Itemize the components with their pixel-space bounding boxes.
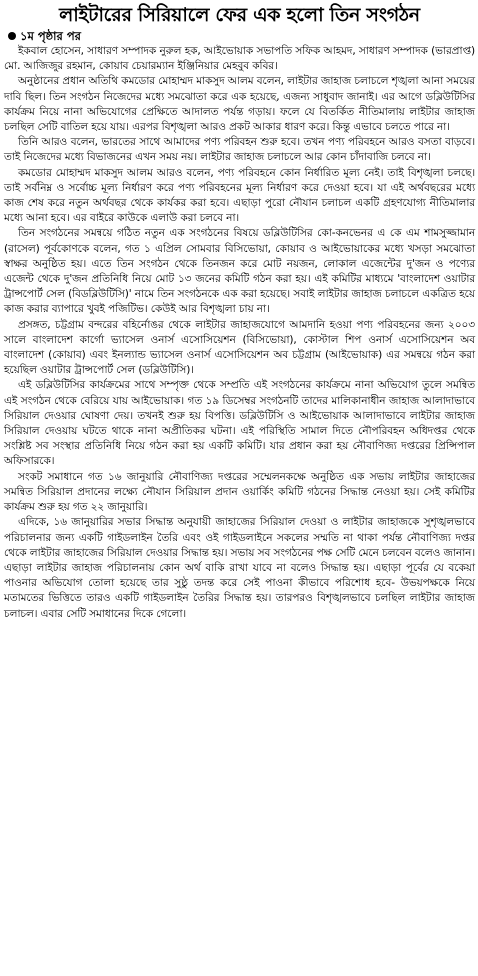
- article-body: [4, 44, 475, 622]
- article-paragraph: এই ডব্লিউটিসির কার্যক্রমের সাথে সম্পৃক্ত থেকে সম্প্রতি এই সংগঠনের কার্যক্রমে নানা অভিযোগ তুলে সমন্বিত এই সংগঠন থেকে বেরিয়ে যায় আইভোয়াক। গত ১৯ ডিসেম্বর সংগঠনটি তাদের মালিকানাধীন জাহাজ আলাদাভাবে সিরিয়াল দেওয়ার ঘোষণা দেয়। তখনই শুরু হয় বিপত্তি। ডব্লিউটিসি ও আইভোয়াক আলাদাভাবে লাইটার জাহাজ সিরিয়াল দেওয়ায় ঘটতে থাকে নানা অপ্রীতিকর ঘটনা। এই পরিস্থিতি সামাল দিতে নৌপরিবহন অধিদপ্তর থেকে সংশ্লিষ্ট সব সংস্থার প্রতিনিধি নিয়ে গঠন করা হয় একটি কমিটি। যার প্রধান করা হয় নৌবাণিজ্য দপ্তরের প্রিন্সিপাল অফিসারকে।: [4, 379, 475, 468]
- article-paragraph: কমডোর মোহাম্মদ মাকসুদ আলম আরও বলেন, পণ্য পরিবহনে কোন নির্ধারিত মূল্য নেই। তাই বিশৃঙ্খলা চলছে। তাই সর্বনিম্ন ও সর্বোচ্চ মূল্য নির্ধারণ করে পণ্য পরিবহনের মূল্য নির্ধারণ করে দেওয়া হবে। যা এই অর্থবছরের মধ্যে কাজ শেষ করে নতুন অর্থবছর থেকে কার্যকর করা হবে। এছাড়া পুরো নৌযান চলাচল একটি গ্রহণযোগ্য নীতিমালার মধ্যে আনা হবে। এর বাইরে কাউকে এলাউ করা চলবে না।: [4, 166, 475, 225]
- article-paragraph: প্রসঙ্গত, চট্টগ্রাম বন্দরের বহির্নোঙর থেকে লাইটার জাহাজযোগে আমদানি হওয়া পণ্য পরিবহনের জন্য ২০০৩ সালে বাংলাদেশ কার্গো ভ্যাসেল ওনার্স এসোসিয়েশন (বিসিভোয়া), কোস্টাল শিপ ওনার্স এসোসিয়েশন অব বাংলাদেশ (কোয়াব) এবং ইনল্যান্ড ভ্যাসেল ওনার্স এসোসিয়েশন অব চট্টগ্রাম (আইভোয়াক) এর সমন্বয়ে গঠন করা হয়েছিল ওয়াটার ট্রান্সপোর্ট সেল (ডব্লিউটিসি)।: [4, 318, 475, 377]
- bullet-icon: [8, 32, 16, 40]
- article-paragraph: সংকট সমাধানে গত ১৬ জানুয়ারি নৌবাণিজ্য দপ্তরের সম্মেলনকক্ষে অনুষ্ঠিত এক সভায় লাইটার জাহাজের সমন্বিত সিরিয়াল প্রদানের লক্ষ্যে নৌযান সিরিয়াল প্রদান ওয়ার্কিং কমিটি গঠনের সিদ্ধান্ত নেওয়া হয়। সেই কমিটির কার্যক্রম শুরু হয় গত ২২ জানুয়ারি।: [4, 470, 475, 514]
- article-paragraph: তিন সংগঠনের সমন্বয়ে গঠিত নতুন এক সংগঠনের বিষয়ে ডব্লিউটিসির কো-কনভেনর এ কে এম শামসুজ্জামান (রাসেল) পূর্বকোণকে বলেন, গত ১ এপ্রিল সোমবার বিসিভোয়া, কোয়াব ও আইভোয়াকের মধ্যে খসড়া সমঝোতা স্বাক্ষর অনুষ্ঠিত হয়। এতে তিন সংগঠন থেকে তিনজন করে মোট নয়জন, লোকাল এজেন্টের দু'জন ও পণ্যের এজেন্ট থেকে দু'জন প্রতিনিধি নিয়ে মোট ১৩ জনের কমিটি গঠন করা হয়। এই কমিটির মাধ্যমে 'বাংলাদেশ ওয়াটার ট্রান্সপোর্ট সেল (বিডব্লিউটিসি)' নামে তিন সংগঠনকে এক করা হয়েছে। সবাই লাইটার জাহাজ চলাচলে একত্রিত হয়ে কাজ করার ব্যাপারে খুবই পজিটিভ। কেউই আর বিশৃঙ্খলা চায় না।: [4, 227, 475, 316]
- article-headline: লাইটারের সিরিয়ালে ফের এক হলো তিন সংগঠন: [59, 4, 420, 26]
- continued-from-label: ১ম পৃষ্ঠার পর: [20, 29, 81, 43]
- article-paragraph: অনুষ্ঠানের প্রধান অতিথি কমডোর মোহাম্মদ মাকসুদ আলম বলেন, লাইটার জাহাজ চলাচলে শৃঙ্খলা আনা সময়ের দাবি ছিল। তিন সংগঠন নিজেদের মধ্যে সমঝোতা করে এক হয়েছে, এজন্য সাধুবাদ জানাই। এর আগে ডব্লিউটিসির কার্যক্রম নিয়ে নানা অভিযোগের প্রেক্ষিতে আদালত পর্যন্ত গড়ায়। ফলে যে বিতর্কিত নীতিমালায় লাইটার জাহাজ চলছিল সেটি বাতিল হয়ে যায়। এরপর বিশৃঙ্খলা আরও প্রকট আকার ধারণ করে। কিন্তু এভাবে চলতে পারে না।: [4, 75, 475, 134]
- article-paragraph: ইকবাল হোসেন, সাধারণ সম্পাদক নুরুল হক, আইভোয়াক সভাপতি সফিক আহমদ, সাধারণ সম্পাদক (ভারপ্রাপ্ত) মো. আজিজুর রহমান, কোয়াব চেয়ারম্যান ইঞ্জিনিয়ার মেহবুব কবির।: [4, 45, 475, 73]
- continued-from-line: [4, 29, 475, 44]
- article-paragraph: এদিকে, ১৬ জানুয়ারির সভার সিদ্ধান্ত অনুযায়ী জাহাজের সিরিয়াল দেওয়া ও লাইটার জাহাজকে সুশৃঙ্খলভাবে পরিচালনার জন্য একটি গাইডলাইন তৈরি এবং ওই গাইডলাইনে সকলের সম্মতি না থাকা পর্যন্ত নৌবাণিজ্য দপ্তর থেকে লাইটার জাহাজের সিরিয়াল দেওয়ার সিদ্ধান্ত হয়। সভায় সব সংগঠনের পক্ষ সেটি মেনে চলবেন বলেও জানান। এছাড়া লাইটার জাহাজ পরিচালনায় কোন অর্থ বাকি রাখা যাবে না বলেও সিদ্ধান্ত হয়। এছাড়া পূর্বের যে বকেয়া পাওনার অভিযোগ তোলা হয়েছে তার সুষ্ঠু তদন্ত করে সেই পাওনা কীভাবে পরিশোধ হবে- উভয়পক্ষকে নিয়ে মতামতের ভিত্তিতে তারও একটি গাইডলাইন তৈরির সিদ্ধান্ত হয়। তারপরও বিশৃঙ্খলভাবে চলছিল লাইটার জাহাজ চলাচল। এবার সেটি সমাধানের দিকে গেলো।: [4, 516, 475, 620]
- article-paragraph: তিনি আরও বলেন, ভারতের সাথে আমাদের পণ্য পরিবহন শুরু হবে। তখন পণ্য পরিবহনে আরও বসতা বাড়বে। তাই নিজেদের মধ্যে বিভাজনের এখন সময় নয়। লাইটার জাহাজ চলাচলে আর কোন চাঁদাবাজি চলবে না।: [4, 136, 475, 164]
